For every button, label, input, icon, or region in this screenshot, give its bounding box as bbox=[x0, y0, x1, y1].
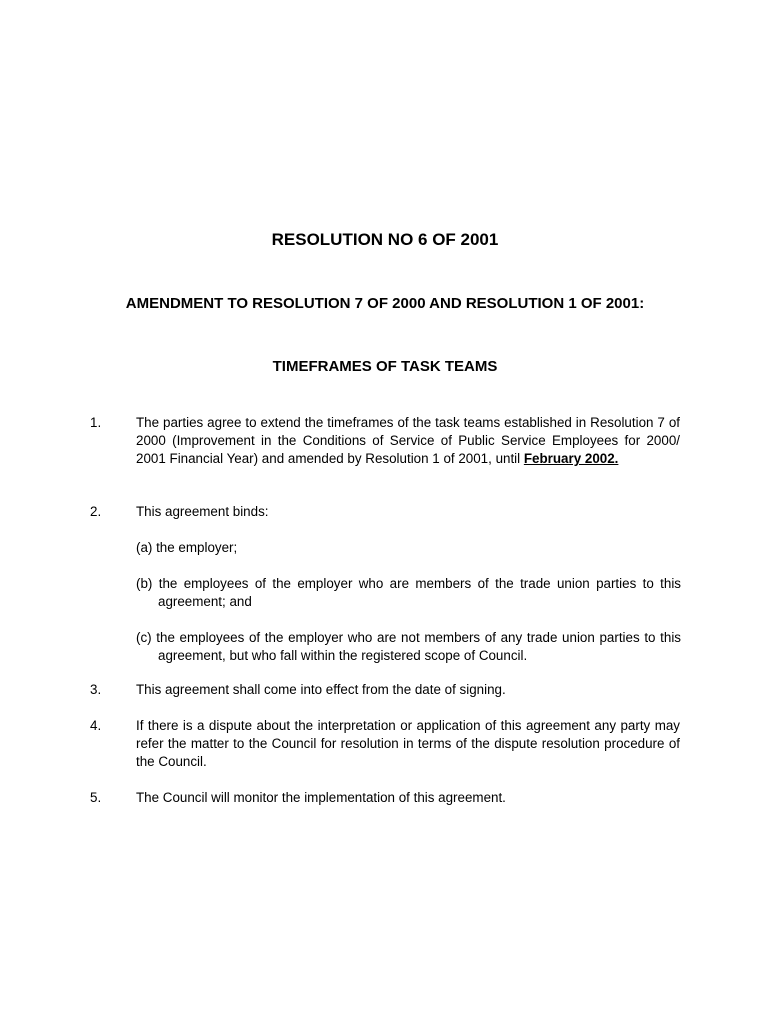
document-title: RESOLUTION NO 6 OF 2001 bbox=[271, 230, 499, 249]
clause-text: This agreement binds: bbox=[136, 504, 269, 519]
clause-number: 3. bbox=[90, 682, 102, 697]
subclause-a bbox=[136, 539, 681, 557]
subclause-text: (c) the employees of the employer who are not members of any trade union parties to this agreement, but who fall within the registered scope of Council. bbox=[136, 630, 681, 664]
clause-text: This agreement shall come into effect from the date of signing. bbox=[136, 682, 506, 697]
clause-number: 1. bbox=[90, 415, 102, 430]
clause-text: The Council will monitor the implementation of this agreement. bbox=[136, 790, 506, 805]
clause-number: 2. bbox=[90, 504, 102, 519]
clause-text: If there is a dispute about the interpretation or application of this agreement any party may refer the matter to the Council for resolution in terms of the dispute resolution procedure of the Council. bbox=[136, 718, 680, 770]
clause-number: 4. bbox=[90, 718, 102, 733]
clause-text bbox=[136, 414, 680, 469]
clause-text-main: The parties agree to extend the timeframes of the task teams established in Resolution 7 of 2000 (Improvement in the Conditions of Service of Public Service Employees for 2000/ 2001 Financial Year) and amended by Resolution 1 of 2001, until bbox=[136, 415, 680, 467]
subclause-text: (b) the employees of the employer who are members of the trade union parties to this agreement; and bbox=[136, 576, 681, 610]
clause-number: 5. bbox=[90, 790, 102, 805]
document-subtitle: AMENDMENT TO RESOLUTION 7 OF 2000 AND RESOLUTION 1 OF 2001: bbox=[125, 295, 645, 312]
deadline-emphasis: February 2002. bbox=[523, 451, 619, 467]
subclause-b bbox=[136, 575, 681, 611]
section-heading: TIMEFRAMES OF TASK TEAMS bbox=[272, 358, 498, 375]
subclause-text: (a) the employer; bbox=[136, 540, 238, 555]
subclause-c bbox=[136, 629, 681, 665]
